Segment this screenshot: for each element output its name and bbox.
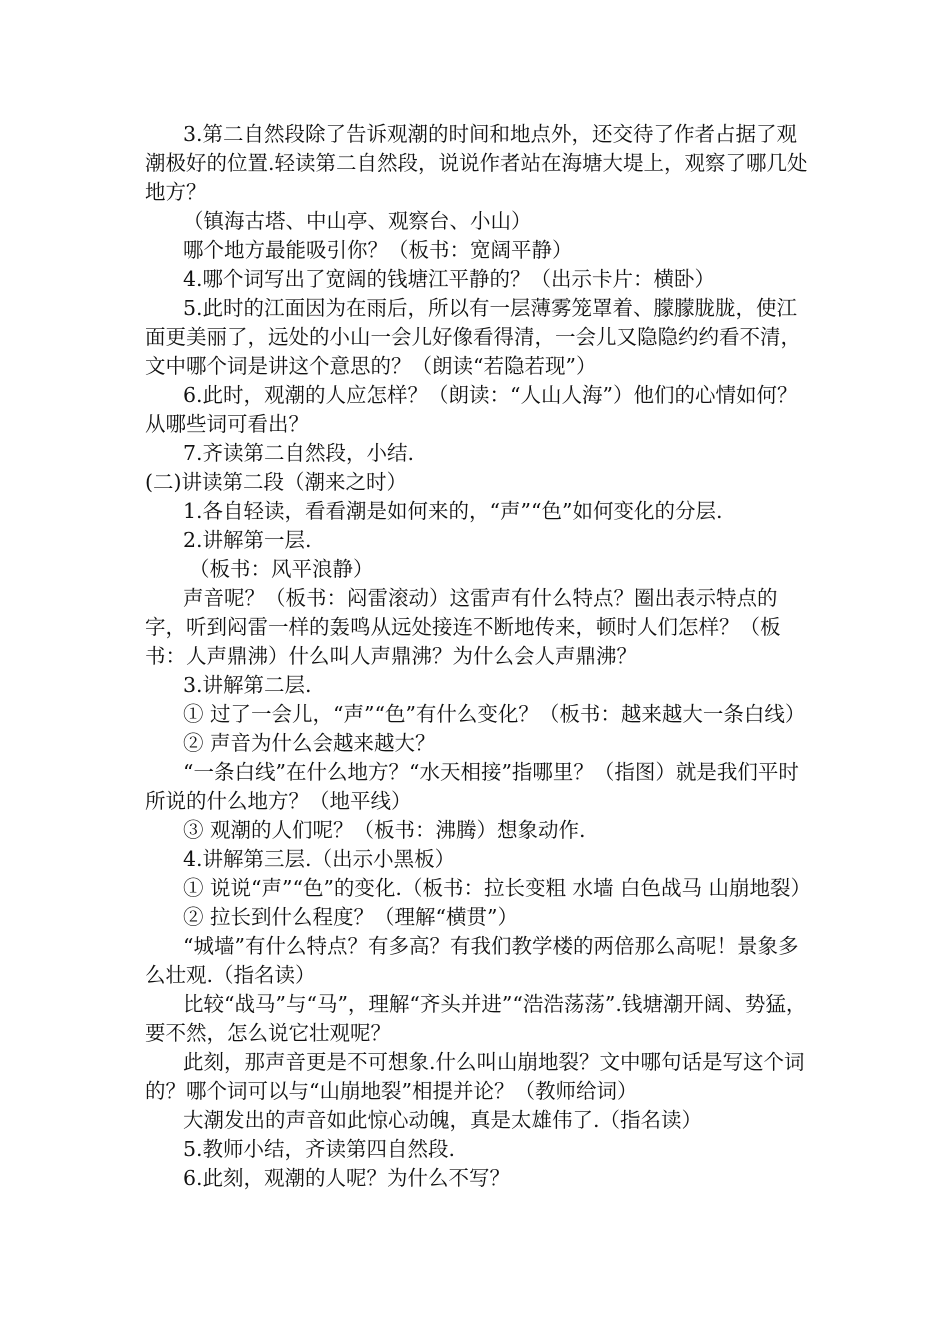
paragraph-16: “一条白线”在什么地方？“水天相接”指哪里？（指图）就是我们平时所说的什么地方？（地平线）: [145, 760, 799, 813]
document-page: [145, 120, 815, 1193]
paragraph-5: 5.此时的江面因为在雨后，所以有一层薄雾笼罩着、朦朦胧胧，使江面更美丽了，远处的小山一会儿好像看得清，一会儿又隐隐约约看不清，文中哪个词是讲这个意思的？（朗读“若隐若现”）: [145, 296, 801, 378]
paragraph-1: 3.第二自然段除了告诉观潮的时间和地点外，还交待了作者占据了观潮极好的位置.轻读第二自然段，说说作者站在海塘大堤上，观察了哪几处地方？: [145, 122, 808, 204]
paragraph-13: 3.讲解第二层.: [183, 673, 312, 697]
paragraph-14: ① 过了一会儿，“声”“色”有什么变化？（板书：越来越大一条白线）: [183, 702, 806, 726]
paragraph-23: 此刻，那声音更是不可想象.什么叫山崩地裂？文中哪句话是写这个词的？哪个词可以与“山崩地裂”相提并论？（教师给词）: [145, 1050, 805, 1103]
paragraph-22: 比较“战马”与“马”，理解“齐头并进”“浩浩荡荡”.钱塘潮开阔、势猛，要不然，怎么说它壮观呢？: [145, 992, 807, 1045]
paragraph-3: 哪个地方最能吸引你？（板书：宽阔平静）: [183, 238, 573, 262]
paragraph-10: 2.讲解第一层.: [183, 528, 312, 552]
paragraph-26: 6.此刻，观潮的人呢？为什么不写？: [183, 1166, 511, 1190]
paragraph-2: （镇海古塔、中山亭、观察台、小山）: [183, 209, 532, 233]
paragraph-25: 5.教师小结，齐读第四自然段.: [183, 1137, 456, 1161]
paragraph-4: 4.哪个词写出了宽阔的钱塘江平静的？（出示卡片：横卧）: [183, 267, 716, 291]
paragraph-19: ① 说说“声”“色”的变化.（板书：拉长变粗 水墙 白色战马 山崩地裂）: [183, 876, 812, 900]
section-heading: (二)讲读第二段（潮来之时）: [145, 470, 407, 494]
paragraph-21: “城墙”有什么特点？有多高？有我们教学楼的两倍那么高呢！景象多么壮观.（指名读）: [145, 934, 799, 987]
paragraph-20: ② 拉长到什么程度？（理解“横贯”）: [183, 905, 518, 929]
paragraph-7: 7.齐读第二自然段，小结.: [183, 441, 415, 465]
paragraph-24: 大潮发出的声音如此惊心动魄，真是太雄伟了.（指名读）: [183, 1108, 703, 1132]
paragraph-12: 声音呢？（板书：闷雷滚动）这雷声有什么特点？圈出表示特点的字，听到闷雷一样的轰鸣从远处接连不断地传来，顿时人们怎样？（板书：人声鼎沸）什么叫人声鼎沸？为什么会人声鼎沸？: [145, 586, 781, 668]
paragraph-11: （板书：风平浪静）: [189, 557, 374, 581]
paragraph-9: 1.各自轻读，看看潮是如何来的，“声”“色”如何变化的分层.: [183, 499, 723, 523]
paragraph-6: 6.此时，观潮的人应怎样？（朗读：“人山人海”）他们的心情如何？从哪些词可看出？: [145, 383, 798, 436]
paragraph-15: ② 声音为什么会越来越大？: [183, 731, 436, 755]
paragraph-18: 4.讲解第三层.（出示小黑板）: [183, 847, 456, 871]
paragraph-17: ③ 观潮的人们呢？（板书：沸腾）想象动作.: [183, 818, 586, 842]
